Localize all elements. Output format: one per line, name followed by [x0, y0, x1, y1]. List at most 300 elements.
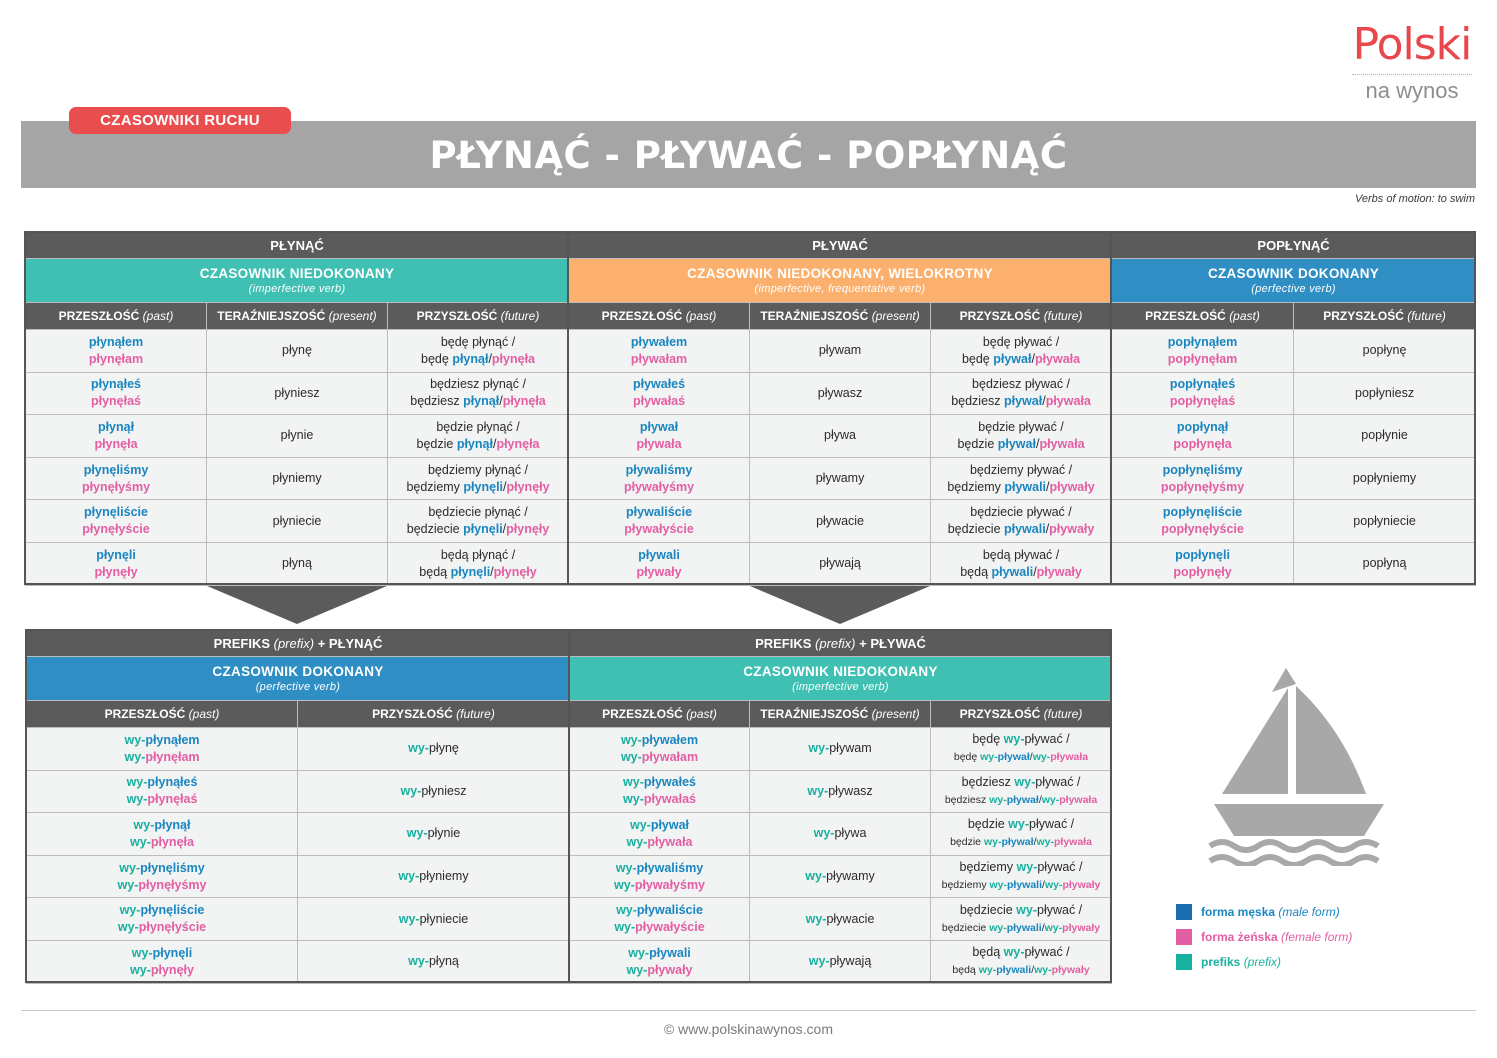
past-female-form: płynęłyście — [82, 522, 150, 537]
future-female-form: pływała — [1054, 836, 1092, 849]
future-male-form: płynął — [452, 351, 489, 366]
present-form: pływamy — [815, 471, 865, 486]
aspect-label-en: (imperfective verb) — [248, 283, 346, 295]
present-form: pływają — [829, 954, 872, 969]
present-cell — [750, 457, 931, 500]
past-cell — [570, 813, 750, 856]
future-infinitive-form: będziemy płynąć / — [427, 462, 529, 477]
past-male-form: pływałeś — [632, 377, 686, 392]
future-cell: będziemy płynąć / będziemy płynęli/płynęły — [388, 457, 569, 500]
aspect-label: CZASOWNIK NIEDOKONANY — [743, 664, 938, 679]
future-male-form: pływali — [1004, 522, 1046, 537]
past-cell — [27, 855, 298, 898]
future-female-form: pływały — [1062, 879, 1101, 892]
prefix-part: wy- — [620, 749, 642, 764]
prefix-part: wy- — [398, 911, 420, 926]
column-header-past: PRZESZŁOŚĆ (past) — [27, 701, 298, 728]
future-aux: będziecie — [947, 522, 1004, 537]
past-female-form: pływałaś — [632, 394, 686, 409]
present-cell — [750, 415, 931, 458]
present-cell — [750, 372, 931, 415]
future-cell: będzie pływać / będzie pływał/pływała — [931, 415, 1112, 458]
future-infinitive-form: pływać / — [1029, 817, 1075, 832]
future-form: płynie — [427, 826, 461, 841]
future-form: płyną — [428, 954, 459, 969]
future-aux: będziemy — [947, 479, 1005, 494]
prefix-part: wy- — [1044, 921, 1063, 934]
future-cell — [1294, 330, 1476, 373]
future-infinitive-form: będziesz płynąć / — [430, 377, 526, 392]
future-infinitive-form: będą płynąć / — [440, 547, 516, 562]
present-cell — [750, 330, 931, 373]
logo-divider — [1352, 74, 1472, 75]
past-female-form: płynęła — [150, 834, 194, 849]
past-cell — [1112, 457, 1294, 500]
present-cell — [207, 457, 388, 500]
future-cell — [298, 813, 570, 856]
prefix-part: wy- — [124, 749, 146, 764]
future-infinitive-form: będą pływać / — [982, 547, 1060, 562]
future-female-form: pływały — [1049, 522, 1095, 537]
past-female-form: płynęłyśmy — [138, 877, 207, 892]
future-cell: będę płynąć / będę płynął/płynęła — [388, 330, 569, 373]
future-female-form: płynęły — [506, 479, 550, 494]
future-male-form: płynął — [463, 394, 500, 409]
present-cell — [750, 542, 931, 585]
column-header-past: PRZESZŁOŚĆ (past) — [569, 303, 750, 330]
past-male-form: popłynęliśmy — [1162, 462, 1243, 477]
past-female-form: pływałaś — [643, 792, 696, 807]
future-infinitive-form: pływać / — [1037, 902, 1083, 917]
past-cell — [26, 500, 207, 543]
future-cell — [931, 813, 1112, 856]
present-cell — [207, 415, 388, 458]
future-form: popłynę — [1362, 343, 1407, 358]
aspect-label: CZASOWNIK DOKONANY — [1207, 266, 1380, 281]
prefix-part: wy- — [983, 836, 1002, 849]
future-infinitive-form: będę pływać / — [982, 334, 1060, 349]
column-header-present: TERAŹNIEJSZOŚĆ (present) — [750, 303, 931, 330]
prefix-part: wy- — [408, 741, 429, 756]
prefix-part: wy- — [398, 869, 420, 884]
future-aux: będę — [421, 351, 453, 366]
future-infinitive-form: będzie pływać / — [978, 419, 1064, 434]
table-row — [27, 855, 1112, 898]
table-row — [27, 898, 1112, 941]
past-male-form: pływał — [639, 419, 679, 434]
table-row — [26, 500, 1476, 543]
future-male-form: pływali — [996, 964, 1032, 977]
column-header-future: PRZYSZŁOŚĆ (future) — [388, 303, 569, 330]
column-header-present: TERAŹNIEJSZOŚĆ (present) — [750, 701, 931, 728]
down-arrow-right — [750, 586, 930, 624]
aspect-label-en: (perfective verb) — [1251, 283, 1336, 295]
prefix-part: wy- — [406, 826, 428, 841]
future-infinitive-form: będę płynąć / — [440, 334, 516, 349]
future-infinitive-form: będzie płynąć / — [436, 419, 520, 434]
future-aux: będę — [961, 351, 994, 366]
legend-item — [1176, 949, 1352, 974]
past-male-form: popłynęli — [1175, 547, 1230, 562]
past-cell — [569, 542, 750, 585]
past-male-form: popłynął — [1176, 419, 1229, 434]
past-female-form: pływały — [647, 962, 693, 977]
verb-header-poplynac: POPŁYNĄĆ — [1112, 233, 1476, 259]
present-cell — [207, 500, 388, 543]
past-female-form: płynęłyśmy — [81, 479, 151, 494]
prefix-part: wy- — [1036, 836, 1054, 849]
aspect-label: CZASOWNIK NIEDOKONANY, WIELOKROTNY — [687, 266, 993, 281]
past-female-form: popłynęłaś — [1169, 394, 1236, 409]
future-male-form: płynęli — [450, 564, 491, 579]
column-header-future: PRZYSZŁOŚĆ (future) — [931, 701, 1112, 728]
past-cell — [1112, 542, 1294, 585]
future-female-form: płynęły — [493, 564, 537, 579]
future-aux: będziemy — [959, 860, 1017, 875]
past-female-form: płynęła — [94, 436, 138, 451]
prefix-part: wy- — [813, 826, 835, 841]
future-male-form: pływali — [1007, 879, 1043, 892]
legend-swatch — [1176, 954, 1192, 970]
present-form: płyną — [282, 556, 312, 571]
future-male-form: płynęli — [463, 479, 504, 494]
past-female-form: popłynęłam — [1167, 351, 1238, 366]
present-form: płynę — [282, 343, 312, 358]
future-aux: będą — [972, 945, 1004, 960]
aspect-label: CZASOWNIK DOKONANY — [212, 664, 384, 679]
past-male-form: płynął — [154, 817, 191, 832]
future-aux: będzie — [950, 836, 984, 849]
present-cell — [750, 770, 931, 813]
prefix-part: wy- — [1016, 860, 1038, 875]
future-cell — [298, 728, 570, 771]
past-cell — [570, 898, 750, 941]
future-cell — [1294, 542, 1476, 585]
present-form: pływacie — [826, 911, 875, 926]
past-male-form: płynęliście — [140, 903, 205, 918]
aspect-header-plywac — [569, 259, 1112, 303]
past-cell — [1112, 500, 1294, 543]
future-male-form: płynęli — [463, 522, 503, 537]
future-infinitive-form: będziesz pływać / — [972, 377, 1071, 392]
past-male-form: pływaliśmy — [636, 860, 704, 875]
prefix-part: wy- — [126, 792, 148, 807]
future-female-form: pływała — [1045, 394, 1091, 409]
past-female-form: popłynęłyście — [1161, 522, 1244, 537]
future-male-form: pływał — [997, 751, 1030, 764]
verb-header-plynac: PŁYNĄĆ — [26, 233, 569, 259]
past-cell — [569, 330, 750, 373]
prefix-part: wy- — [117, 877, 139, 892]
table-row — [27, 728, 1112, 771]
past-female-form: pływałam — [630, 351, 688, 366]
table-row — [26, 415, 1476, 458]
past-female-form: popłynęłyśmy — [1160, 479, 1245, 494]
past-female-form: płynęłam — [88, 351, 144, 366]
past-cell — [26, 415, 207, 458]
past-male-form: popłynęliście — [1162, 505, 1243, 520]
legend-item — [1176, 924, 1352, 949]
past-female-form: płynęły — [150, 962, 194, 977]
past-cell — [27, 770, 298, 813]
future-form: płyniesz — [421, 783, 467, 798]
future-aux: będziesz — [410, 394, 464, 409]
past-female-form: płynęłam — [145, 749, 200, 764]
past-cell — [27, 898, 298, 941]
prefix-part: wy- — [615, 860, 637, 875]
future-cell: będzie płynąć / będzie płynął/płynęła — [388, 415, 569, 458]
prefix-part: wy- — [989, 793, 1007, 806]
prefix-part: wy- — [1008, 817, 1029, 832]
table-row — [26, 457, 1476, 500]
past-cell — [570, 770, 750, 813]
future-infinitive-form: pływać / — [1024, 732, 1070, 747]
past-male-form: płynęli — [96, 547, 136, 562]
future-gendered-line: będę wy-pływał/wy-pływała — [953, 751, 1089, 764]
past-female-form: pływała — [636, 436, 682, 451]
past-cell — [569, 500, 750, 543]
future-form: popłyniemy — [1352, 471, 1417, 486]
table-row — [26, 372, 1476, 415]
present-form: płyniecie — [272, 513, 322, 528]
prefix-part: wy- — [1003, 732, 1025, 747]
column-header-past: PRZESZŁOŚĆ (past) — [26, 303, 207, 330]
future-male-form: pływali — [991, 564, 1034, 579]
prefix-part: wy- — [1044, 879, 1063, 892]
past-male-form: pływaliście — [636, 903, 703, 918]
future-aux: będzie — [967, 817, 1009, 832]
past-female-form: pływała — [647, 834, 693, 849]
past-male-form: pływali — [649, 945, 691, 960]
future-female-form: pływała — [1034, 351, 1081, 366]
past-cell — [26, 542, 207, 585]
legend-swatch — [1176, 929, 1192, 945]
future-cell — [298, 898, 570, 941]
column-header-past: PRZESZŁOŚĆ (past) — [570, 701, 750, 728]
past-female-form: pływałyście — [624, 522, 694, 537]
past-male-form: płynęliście — [84, 505, 148, 520]
future-cell — [931, 855, 1112, 898]
past-cell — [26, 372, 207, 415]
prefix-part: wy- — [626, 962, 648, 977]
aspect-label-en: (imperfective, frequentative verb) — [754, 283, 926, 295]
past-male-form: płynąłem — [88, 334, 144, 349]
past-cell — [570, 855, 750, 898]
future-infinitive-form: pływać / — [1035, 774, 1081, 789]
future-female-form: pływały — [1051, 964, 1090, 977]
past-male-form: płynęli — [152, 945, 193, 960]
past-male-form: płynąłeś — [90, 377, 142, 392]
prefix-part: wy- — [1041, 793, 1060, 806]
past-cell — [570, 940, 750, 983]
present-form: płyniemy — [272, 471, 322, 486]
column-header-present: TERAŹNIEJSZOŚĆ (present) — [207, 303, 388, 330]
past-female-form: płynęłyście — [138, 920, 207, 935]
past-female-form: płynęłaś — [147, 792, 198, 807]
past-male-form: płynęliśmy — [140, 860, 205, 875]
future-female-form: pływały — [1062, 921, 1101, 934]
present-cell — [207, 330, 388, 373]
aspect-header-plynac — [26, 259, 569, 303]
column-header-future: PRZYSZŁOŚĆ (future) — [298, 701, 570, 728]
future-female-form: pływała — [1059, 793, 1098, 806]
prefix-part: wy- — [805, 869, 827, 884]
prefix-header-plywac: PREFIKS (prefix) + PŁYWAĆ — [570, 631, 1112, 657]
present-form: pływam — [818, 343, 862, 358]
past-cell — [27, 940, 298, 983]
prefix-part: wy- — [807, 783, 829, 798]
future-infinitive-form: będziecie płynąć / — [428, 505, 528, 520]
past-cell — [1112, 330, 1294, 373]
down-arrow-left — [207, 586, 387, 624]
aspect-label-en: (imperfective verb) — [792, 681, 889, 693]
legend-swatch — [1176, 904, 1192, 920]
prefix-part: wy- — [623, 792, 644, 807]
table-row — [26, 542, 1476, 585]
prefix-part: wy- — [613, 877, 635, 892]
prefix-part: wy- — [614, 920, 636, 935]
page-subtitle: Verbs of motion: to swim — [1354, 193, 1475, 205]
past-male-form: pływał — [650, 817, 690, 832]
sailboat-icon — [1204, 666, 1394, 866]
legend-label: forma żeńska (female form) — [1201, 929, 1353, 944]
prefix-part: wy- — [130, 962, 151, 977]
present-form: płyniesz — [274, 385, 320, 400]
prefix-part: wy- — [119, 903, 141, 918]
past-female-form: płynęłaś — [90, 394, 142, 409]
legend-item — [1176, 899, 1352, 924]
future-cell — [1294, 415, 1476, 458]
prefix-part: wy- — [1003, 945, 1025, 960]
future-gendered-line: będziesz wy-pływał/wy-pływała — [944, 793, 1098, 806]
category-badge: CZASOWNIKI RUCHU — [69, 107, 291, 134]
table-row — [27, 770, 1112, 813]
prefix-part: wy- — [124, 732, 146, 747]
legend — [1176, 899, 1352, 974]
future-infinitive-form: pływać / — [1037, 860, 1083, 875]
present-form: pływacie — [816, 513, 864, 528]
table-row — [27, 813, 1112, 856]
future-gendered-line: będziemy wy-pływali/wy-pływały — [941, 879, 1101, 892]
future-aux: będę — [953, 751, 981, 764]
prefix-part: wy- — [117, 920, 139, 935]
future-aux: będę — [972, 732, 1004, 747]
past-cell — [569, 415, 750, 458]
legend-label: forma męska (male form) — [1201, 904, 1340, 919]
prefix-part: wy- — [1014, 774, 1036, 789]
future-gendered-line: będzie wy-pływał/wy-pływała — [950, 836, 1092, 849]
future-aux: będzie — [957, 436, 998, 451]
future-infinitive-form: będziecie pływać / — [970, 505, 1072, 520]
future-male-form: pływał — [997, 436, 1036, 451]
future-form: płyniemy — [419, 869, 469, 884]
future-cell: będą płynąć / będą płynęli/płynęły — [388, 542, 569, 585]
present-cell — [750, 500, 931, 543]
past-male-form: pływaliśmy — [625, 462, 693, 477]
future-male-form: pływali — [1006, 921, 1042, 934]
future-female-form: pływały — [1049, 479, 1095, 494]
prefix-part: wy- — [626, 834, 648, 849]
future-cell: będą pływać / będą pływali/pływały — [931, 542, 1112, 585]
legend-label: prefiks (prefix) — [1201, 954, 1282, 969]
column-header-past: PRZESZŁOŚĆ (past) — [1112, 303, 1294, 330]
table-row — [27, 940, 1112, 983]
present-form: pływasz — [817, 385, 863, 400]
future-cell — [931, 770, 1112, 813]
prefix-part: wy- — [989, 879, 1007, 892]
future-form: płyniecie — [419, 911, 469, 926]
future-female-form: pływały — [1036, 564, 1082, 579]
future-infinitive-form: będziemy pływać / — [969, 462, 1073, 477]
future-male-form: płynął — [456, 436, 493, 451]
future-cell — [298, 770, 570, 813]
future-cell — [298, 940, 570, 983]
prefix-part: wy- — [620, 732, 642, 747]
future-aux: będą — [419, 564, 451, 579]
present-cell — [207, 542, 388, 585]
prefix-part: wy- — [808, 741, 830, 756]
prefix-part: wy- — [623, 775, 644, 790]
past-female-form: pływałyście — [635, 920, 705, 935]
prefix-part: wy- — [119, 860, 141, 875]
future-female-form: płynęły — [506, 522, 550, 537]
present-cell — [750, 940, 931, 983]
prefix-header-plynac: PREFIKS (prefix) + PŁYNĄĆ — [27, 631, 570, 657]
future-form: popłyną — [1362, 556, 1407, 571]
future-aux: będzie — [416, 436, 457, 451]
past-female-form: pływałyśmy — [623, 479, 695, 494]
aspect-header-prefixed-plynac — [27, 657, 570, 701]
past-female-form: popłynęły — [1173, 564, 1232, 579]
future-male-form: pływał — [1004, 394, 1043, 409]
future-form: płynę — [428, 741, 459, 756]
logo-main: Polski — [1352, 19, 1472, 70]
aspect-header-poplynac — [1112, 259, 1476, 303]
past-female-form: płynęły — [94, 564, 138, 579]
prefix-part: wy- — [805, 911, 827, 926]
prefix-part: wy- — [628, 945, 650, 960]
future-infinitive-form: pływać / — [1024, 945, 1070, 960]
future-male-form: pływali — [1004, 479, 1047, 494]
present-cell — [207, 372, 388, 415]
future-female-form: pływała — [1039, 436, 1085, 451]
past-male-form: pływali — [638, 547, 680, 562]
future-gendered-line: będziecie wy-pływali/wy-pływały — [941, 921, 1101, 934]
aspect-label: CZASOWNIK NIEDOKONANY — [199, 266, 395, 281]
prefix-part: wy- — [1016, 902, 1037, 917]
future-cell — [1294, 500, 1476, 543]
past-female-form: pływałam — [641, 749, 699, 764]
prefix-part: wy- — [980, 751, 998, 764]
prefix-part: wy- — [629, 817, 651, 832]
past-cell — [27, 813, 298, 856]
prefix-part: wy- — [400, 783, 422, 798]
past-male-form: popłynąłem — [1167, 334, 1238, 349]
future-male-form: pływał — [1001, 836, 1034, 849]
past-cell — [27, 728, 298, 771]
present-form: pływamy — [826, 869, 875, 884]
future-female-form: płynęła — [491, 351, 535, 366]
table-row — [26, 330, 1476, 373]
logo-sub: na wynos — [1365, 78, 1459, 103]
past-female-form: popłynęła — [1173, 436, 1232, 451]
prefix-part: wy- — [130, 834, 151, 849]
present-form: pływa — [824, 428, 857, 443]
present-cell — [750, 898, 931, 941]
future-aux: będą — [960, 564, 992, 579]
future-female-form: pływała — [1050, 751, 1089, 764]
future-form: popłyniecie — [1353, 513, 1416, 528]
